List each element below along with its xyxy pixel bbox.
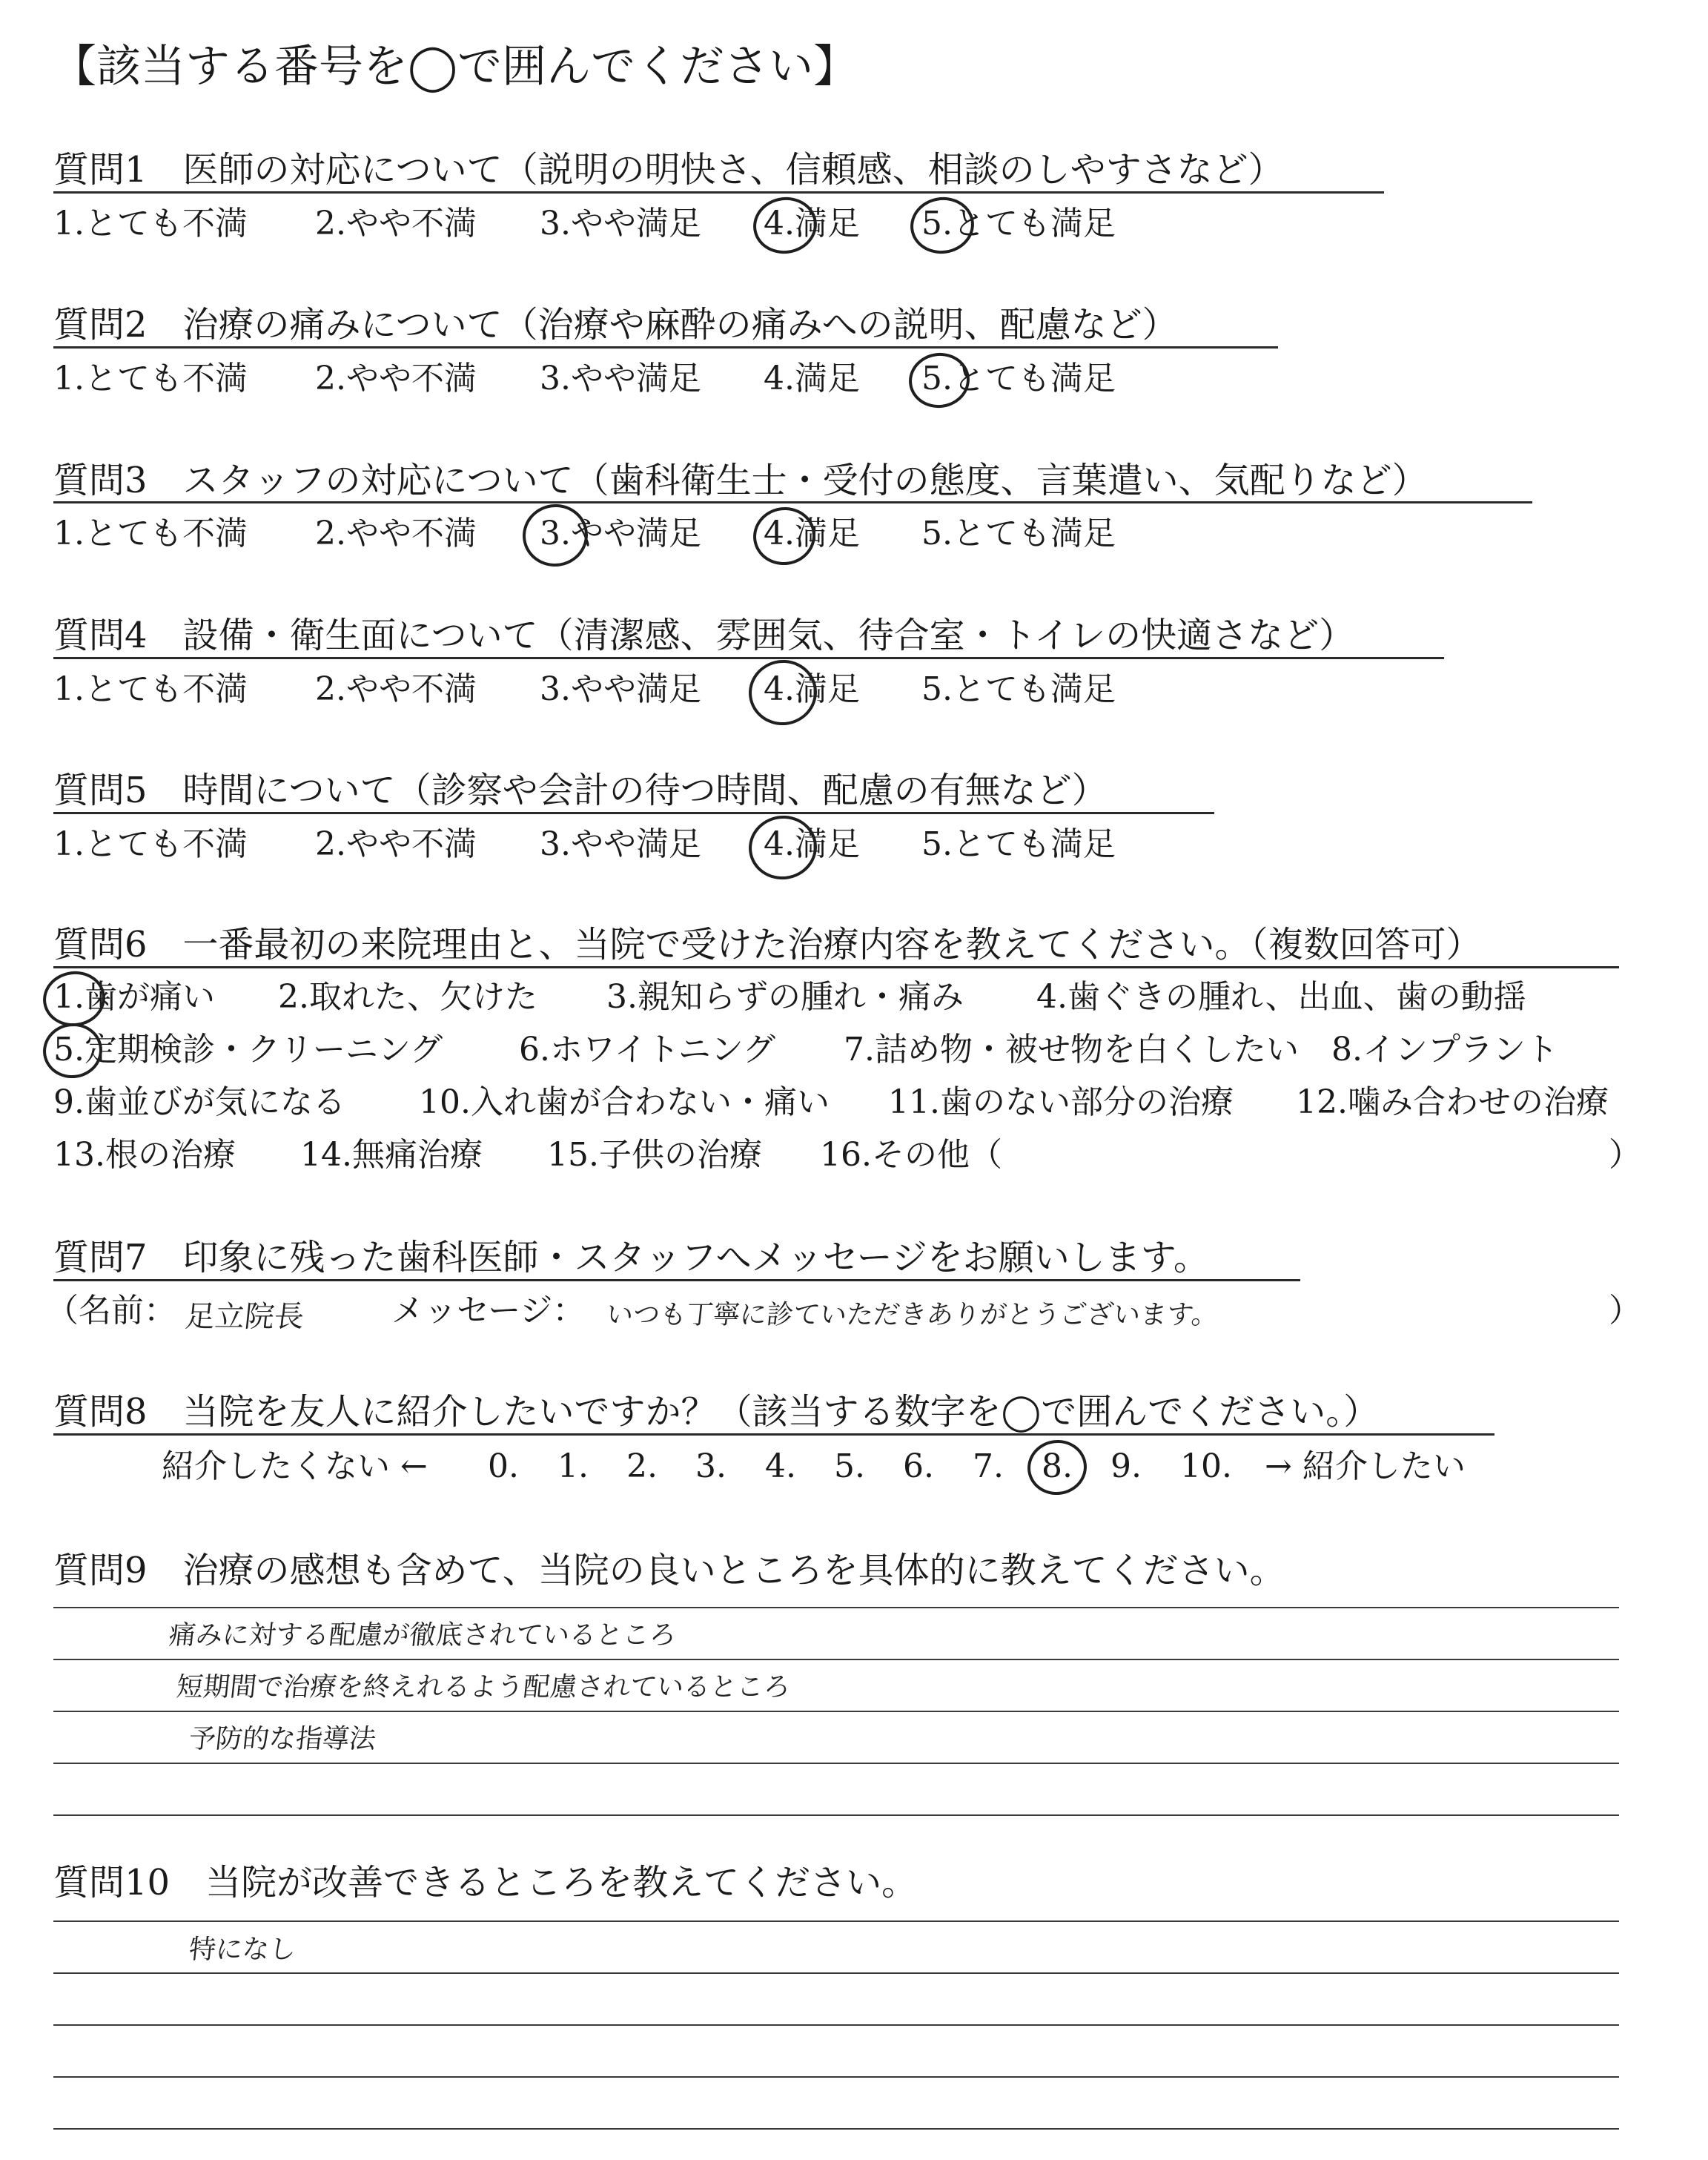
q3-option-4-circle [749, 503, 819, 569]
q4-option-5: 5.とても満足 [921, 670, 1116, 708]
q3-option-3-circle [519, 500, 592, 570]
q8-scale-2: 2. [626, 1447, 658, 1485]
q6-option-5: 5.定期検診・クリーニング [53, 1031, 443, 1069]
q6-option-1-circle [39, 968, 108, 1031]
q7-message-label: メッセージ： [391, 1292, 586, 1330]
q9-answer-3: 予防的な指導法 [187, 1724, 378, 1754]
q6-option-11: 11.歯のない部分の治療 [888, 1083, 1234, 1121]
q8-scale-10: 10. [1180, 1447, 1232, 1485]
q1-option-4-circle [749, 193, 821, 257]
q10-answer-1: 特になし [187, 1935, 298, 1965]
q5-option-2: 2.やや不満 [315, 825, 477, 863]
q1-option-4: 4.満足 [764, 205, 860, 242]
q3-option-2: 2.やや不満 [315, 515, 477, 552]
q6-option-2: 2.取れた、欠けた [278, 978, 537, 1016]
q6-other-close-paren: ） [1609, 1136, 1641, 1174]
question-9-heading: 質問9 治療の感想も含めて、当院の良いところを具体的に教えてください。 [53, 1550, 1285, 1591]
q4-option-4-circle [744, 655, 821, 730]
q3-option-3: 3.やや満足 [540, 515, 701, 552]
q5-option-4: 4.満足 [764, 825, 860, 863]
q6-option-13: 13.根の治療 [53, 1136, 236, 1174]
q2-option-5-circle [905, 349, 973, 412]
question-5-underline [53, 812, 1214, 814]
q6-option-7: 7.詰め物・被せ物を白くしたい [844, 1031, 1299, 1069]
q8-right-label: → 紹介したい [1265, 1447, 1466, 1485]
q6-option-12: 12.噛み合わせの治療 [1296, 1083, 1609, 1121]
q7-message-handwritten: いつも丁寧に診ていただきありがとうございます。 [604, 1300, 1220, 1330]
question-8-underline [53, 1433, 1494, 1436]
q2-option-4: 4.満足 [764, 360, 860, 397]
q5-option-1: 1.とても不満 [53, 825, 248, 863]
q9-answer-rule-2 [53, 1659, 1619, 1660]
q9-answer-rule-3 [53, 1711, 1619, 1712]
q8-scale-3: 3. [695, 1447, 726, 1485]
q10-answer-rule-4 [53, 2076, 1619, 2078]
q9-answer-1: 痛みに対する配慮が徹底されているところ [167, 1620, 678, 1651]
q10-answer-rule-5 [53, 2128, 1619, 2130]
question-4-underline [53, 657, 1444, 659]
q1-option-2: 2.やや不満 [315, 205, 477, 242]
q8-left-label: 紹介したくない ← [162, 1447, 428, 1485]
question-1-heading: 質問1 医師の対応について（説明の明快さ、信頼感、相談のしやすさなど） [53, 149, 1284, 191]
question-8-heading: 質問8 当院を友人に紹介したいですか？（該当する数字を◯で囲んでください。） [53, 1391, 1380, 1433]
q9-answer-2: 短期間で治療を終えれるよう配慮されているところ [174, 1672, 792, 1702]
q3-option-1: 1.とても不満 [53, 515, 248, 552]
q8-scale-0: 0. [488, 1447, 519, 1485]
q4-option-4: 4.満足 [764, 670, 860, 708]
q6-option-3: 3.親知らずの腫れ・痛み [606, 978, 964, 1016]
q10-answer-rule-2 [53, 1972, 1619, 1974]
q2-option-5: 5.とても満足 [921, 360, 1116, 397]
q7-name-handwritten: 足立院長 [183, 1300, 306, 1334]
q4-option-2: 2.やや不満 [315, 670, 477, 708]
question-2-underline [53, 346, 1278, 349]
question-2-heading: 質問2 治療の痛みについて（治療や麻酔の痛みへの説明、配慮など） [53, 304, 1178, 346]
q6-option-5-circle [39, 1020, 106, 1082]
q3-option-5: 5.とても満足 [921, 515, 1116, 552]
q10-answer-rule-3 [53, 2024, 1619, 2026]
q8-scale-8: 8. [1042, 1447, 1073, 1485]
question-10-heading: 質問10 当院が改善できるところを教えてください。 [53, 1862, 918, 1903]
q7-close-paren: ） [1609, 1292, 1641, 1330]
q6-option-8: 8.インプラント [1331, 1031, 1558, 1069]
q4-option-1: 1.とても不満 [53, 670, 248, 708]
q8-scale-7: 7. [973, 1447, 1004, 1485]
q9-answer-rule-1 [53, 1607, 1619, 1608]
q6-option-9: 9.歯並びが気になる [53, 1083, 345, 1121]
q10-answer-rule-1 [53, 1920, 1619, 1922]
question-6-underline [53, 966, 1619, 968]
q1-option-1: 1.とても不満 [53, 205, 248, 242]
q5-option-5: 5.とても満足 [921, 825, 1116, 863]
q2-option-3: 3.やや満足 [540, 360, 701, 397]
q8-scale-8-circle [1024, 1436, 1090, 1499]
question-5-heading: 質問5 時間について（診察や会計の待つ時間、配慮の有無など） [53, 770, 1108, 811]
question-4-heading: 質問4 設備・衛生面について（清潔感、雰囲気、待合室・トイレの快適さなど） [53, 615, 1355, 656]
q1-option-5-circle [907, 193, 978, 257]
q6-option-16: 16.その他（ [820, 1136, 1002, 1174]
q6-option-1: 1.歯が痛い [53, 978, 215, 1016]
q1-option-3: 3.やや満足 [540, 205, 701, 242]
q5-option-3: 3.やや満足 [540, 825, 701, 863]
question-7-heading: 質問7 印象に残った歯科医師・スタッフへメッセージをお願いします。 [53, 1237, 1209, 1278]
q1-option-5: 5.とても満足 [921, 205, 1116, 242]
q8-scale-6: 6. [903, 1447, 934, 1485]
q8-scale-4: 4. [765, 1447, 796, 1485]
q9-answer-rule-5 [53, 1814, 1619, 1816]
q6-option-15: 15.子供の治療 [547, 1136, 762, 1174]
question-1-underline [53, 191, 1384, 194]
q3-option-4: 4.満足 [764, 515, 860, 552]
q2-option-2: 2.やや不満 [315, 360, 477, 397]
q6-option-4: 4.歯ぐきの腫れ、出血、歯の動揺 [1036, 978, 1526, 1016]
q9-answer-rule-4 [53, 1763, 1619, 1764]
q6-option-6: 6.ホワイトニング [519, 1031, 776, 1069]
page-title: 【該当する番号を◯で囲んでください】 [52, 41, 858, 93]
q8-scale-1: 1. [557, 1447, 589, 1485]
q8-scale-9: 9. [1110, 1447, 1142, 1485]
question-3-underline [53, 501, 1532, 503]
q2-option-1: 1.とても不満 [53, 360, 248, 397]
q6-option-10: 10.入れ歯が合わない・痛い [419, 1083, 830, 1121]
q7-name-label: （名前： [46, 1292, 176, 1330]
question-3-heading: 質問3 スタッフの対応について（歯科衛生士・受付の態度、言葉遣い、気配りなど） [53, 460, 1428, 501]
q4-option-3: 3.やや満足 [540, 670, 701, 708]
q5-option-4-circle [744, 811, 821, 884]
question-7-underline [53, 1279, 1300, 1281]
q6-option-14: 14.無痛治療 [300, 1136, 483, 1174]
q8-scale-5: 5. [834, 1447, 865, 1485]
question-6-heading: 質問6 一番最初の来院理由と、当院で受けた治療内容を教えてください。（複数回答可） [53, 924, 1482, 965]
